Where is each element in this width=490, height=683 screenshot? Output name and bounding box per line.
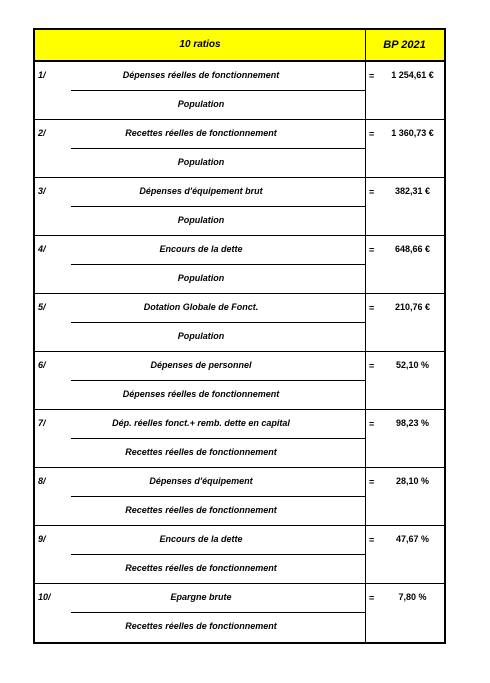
equals-sign: = bbox=[369, 303, 375, 313]
ratio-numerator: Epargne brute bbox=[170, 592, 232, 602]
ratio-number: 8/ bbox=[38, 476, 46, 486]
fraction-line bbox=[71, 554, 365, 555]
ratio-denominator: Population bbox=[177, 273, 225, 283]
fraction-line bbox=[71, 206, 365, 207]
ratio-number: 5/ bbox=[38, 302, 46, 312]
ratio-denominator: Population bbox=[177, 331, 225, 341]
ratio-row bbox=[35, 178, 444, 236]
fraction-line bbox=[71, 380, 365, 381]
equals-sign: = bbox=[369, 187, 375, 197]
equals-sign: = bbox=[369, 129, 375, 139]
header-title: 10 ratios bbox=[179, 39, 221, 50]
ratio-numerator: Encours de la dette bbox=[159, 244, 243, 254]
ratio-number: 3/ bbox=[38, 186, 46, 196]
ratio-value: 648,66 € bbox=[394, 244, 431, 254]
ratio-row bbox=[35, 584, 444, 642]
ratio-value: 52,10 % bbox=[395, 360, 430, 370]
ratio-number: 9/ bbox=[38, 534, 46, 544]
fraction-line bbox=[71, 612, 365, 613]
ratio-numerator: Dépenses d'équipement bbox=[149, 476, 253, 486]
ratio-denominator: Population bbox=[177, 99, 225, 109]
fraction-line bbox=[71, 496, 365, 497]
ratio-value: 98,23 % bbox=[395, 418, 430, 428]
ratio-number: 7/ bbox=[38, 418, 46, 428]
ratio-number: 1/ bbox=[38, 70, 46, 80]
ratio-value: 1 254,61 € bbox=[391, 70, 434, 80]
ratio-number: 10/ bbox=[38, 592, 51, 602]
ratio-row bbox=[35, 120, 444, 178]
equals-sign: = bbox=[369, 71, 375, 81]
ratio-numerator: Recettes réelles de fonctionnement bbox=[125, 128, 277, 138]
ratio-row bbox=[35, 62, 444, 120]
ratio-row bbox=[35, 468, 444, 526]
ratio-number: 6/ bbox=[38, 360, 46, 370]
ratio-denominator: Recettes réelles de fonctionnement bbox=[125, 505, 277, 515]
ratio-value: 210,76 € bbox=[394, 302, 431, 312]
equals-sign: = bbox=[369, 245, 375, 255]
ratio-value: 28,10 % bbox=[395, 476, 430, 486]
ratio-value: 47,67 % bbox=[395, 534, 430, 544]
ratios-table bbox=[33, 28, 446, 644]
fraction-line bbox=[71, 322, 365, 323]
ratio-numerator: Dép. réelles fonct.+ remb. dette en capital bbox=[112, 418, 290, 428]
ratio-numerator: Dépenses réelles de fonctionnement bbox=[122, 70, 280, 80]
fraction-line bbox=[71, 148, 365, 149]
ratio-number: 4/ bbox=[38, 244, 46, 254]
ratio-number: 2/ bbox=[38, 128, 46, 138]
ratio-denominator: Population bbox=[177, 157, 225, 167]
header-column-label: BP 2021 bbox=[383, 39, 426, 51]
ratio-denominator: Dépenses réelles de fonctionnement bbox=[122, 389, 280, 399]
ratio-denominator: Recettes réelles de fonctionnement bbox=[125, 563, 277, 573]
equals-sign: = bbox=[369, 419, 375, 429]
ratio-value: 1 360,73 € bbox=[391, 128, 434, 138]
equals-sign: = bbox=[369, 535, 375, 545]
table-header bbox=[35, 30, 444, 62]
ratio-numerator: Dotation Globale de Fonct. bbox=[143, 302, 259, 312]
fraction-line bbox=[71, 438, 365, 439]
equals-sign: = bbox=[369, 361, 375, 371]
ratio-denominator: Recettes réelles de fonctionnement bbox=[125, 621, 277, 631]
fraction-line bbox=[71, 90, 365, 91]
ratio-numerator: Dépenses d'équipement brut bbox=[139, 186, 263, 196]
equals-sign: = bbox=[369, 593, 375, 603]
ratio-row bbox=[35, 236, 444, 294]
ratio-numerator: Dépenses de personnel bbox=[150, 360, 252, 370]
ratio-row bbox=[35, 352, 444, 410]
ratio-value: 7,80 % bbox=[398, 592, 427, 602]
ratio-numerator: Encours de la dette bbox=[159, 534, 243, 544]
ratio-row bbox=[35, 294, 444, 352]
ratio-row bbox=[35, 526, 444, 584]
equals-sign: = bbox=[369, 477, 375, 487]
ratio-denominator: Population bbox=[177, 215, 225, 225]
ratio-value: 382,31 € bbox=[394, 186, 431, 196]
ratio-denominator: Recettes réelles de fonctionnement bbox=[125, 447, 277, 457]
fraction-line bbox=[71, 264, 365, 265]
ratio-row bbox=[35, 410, 444, 468]
